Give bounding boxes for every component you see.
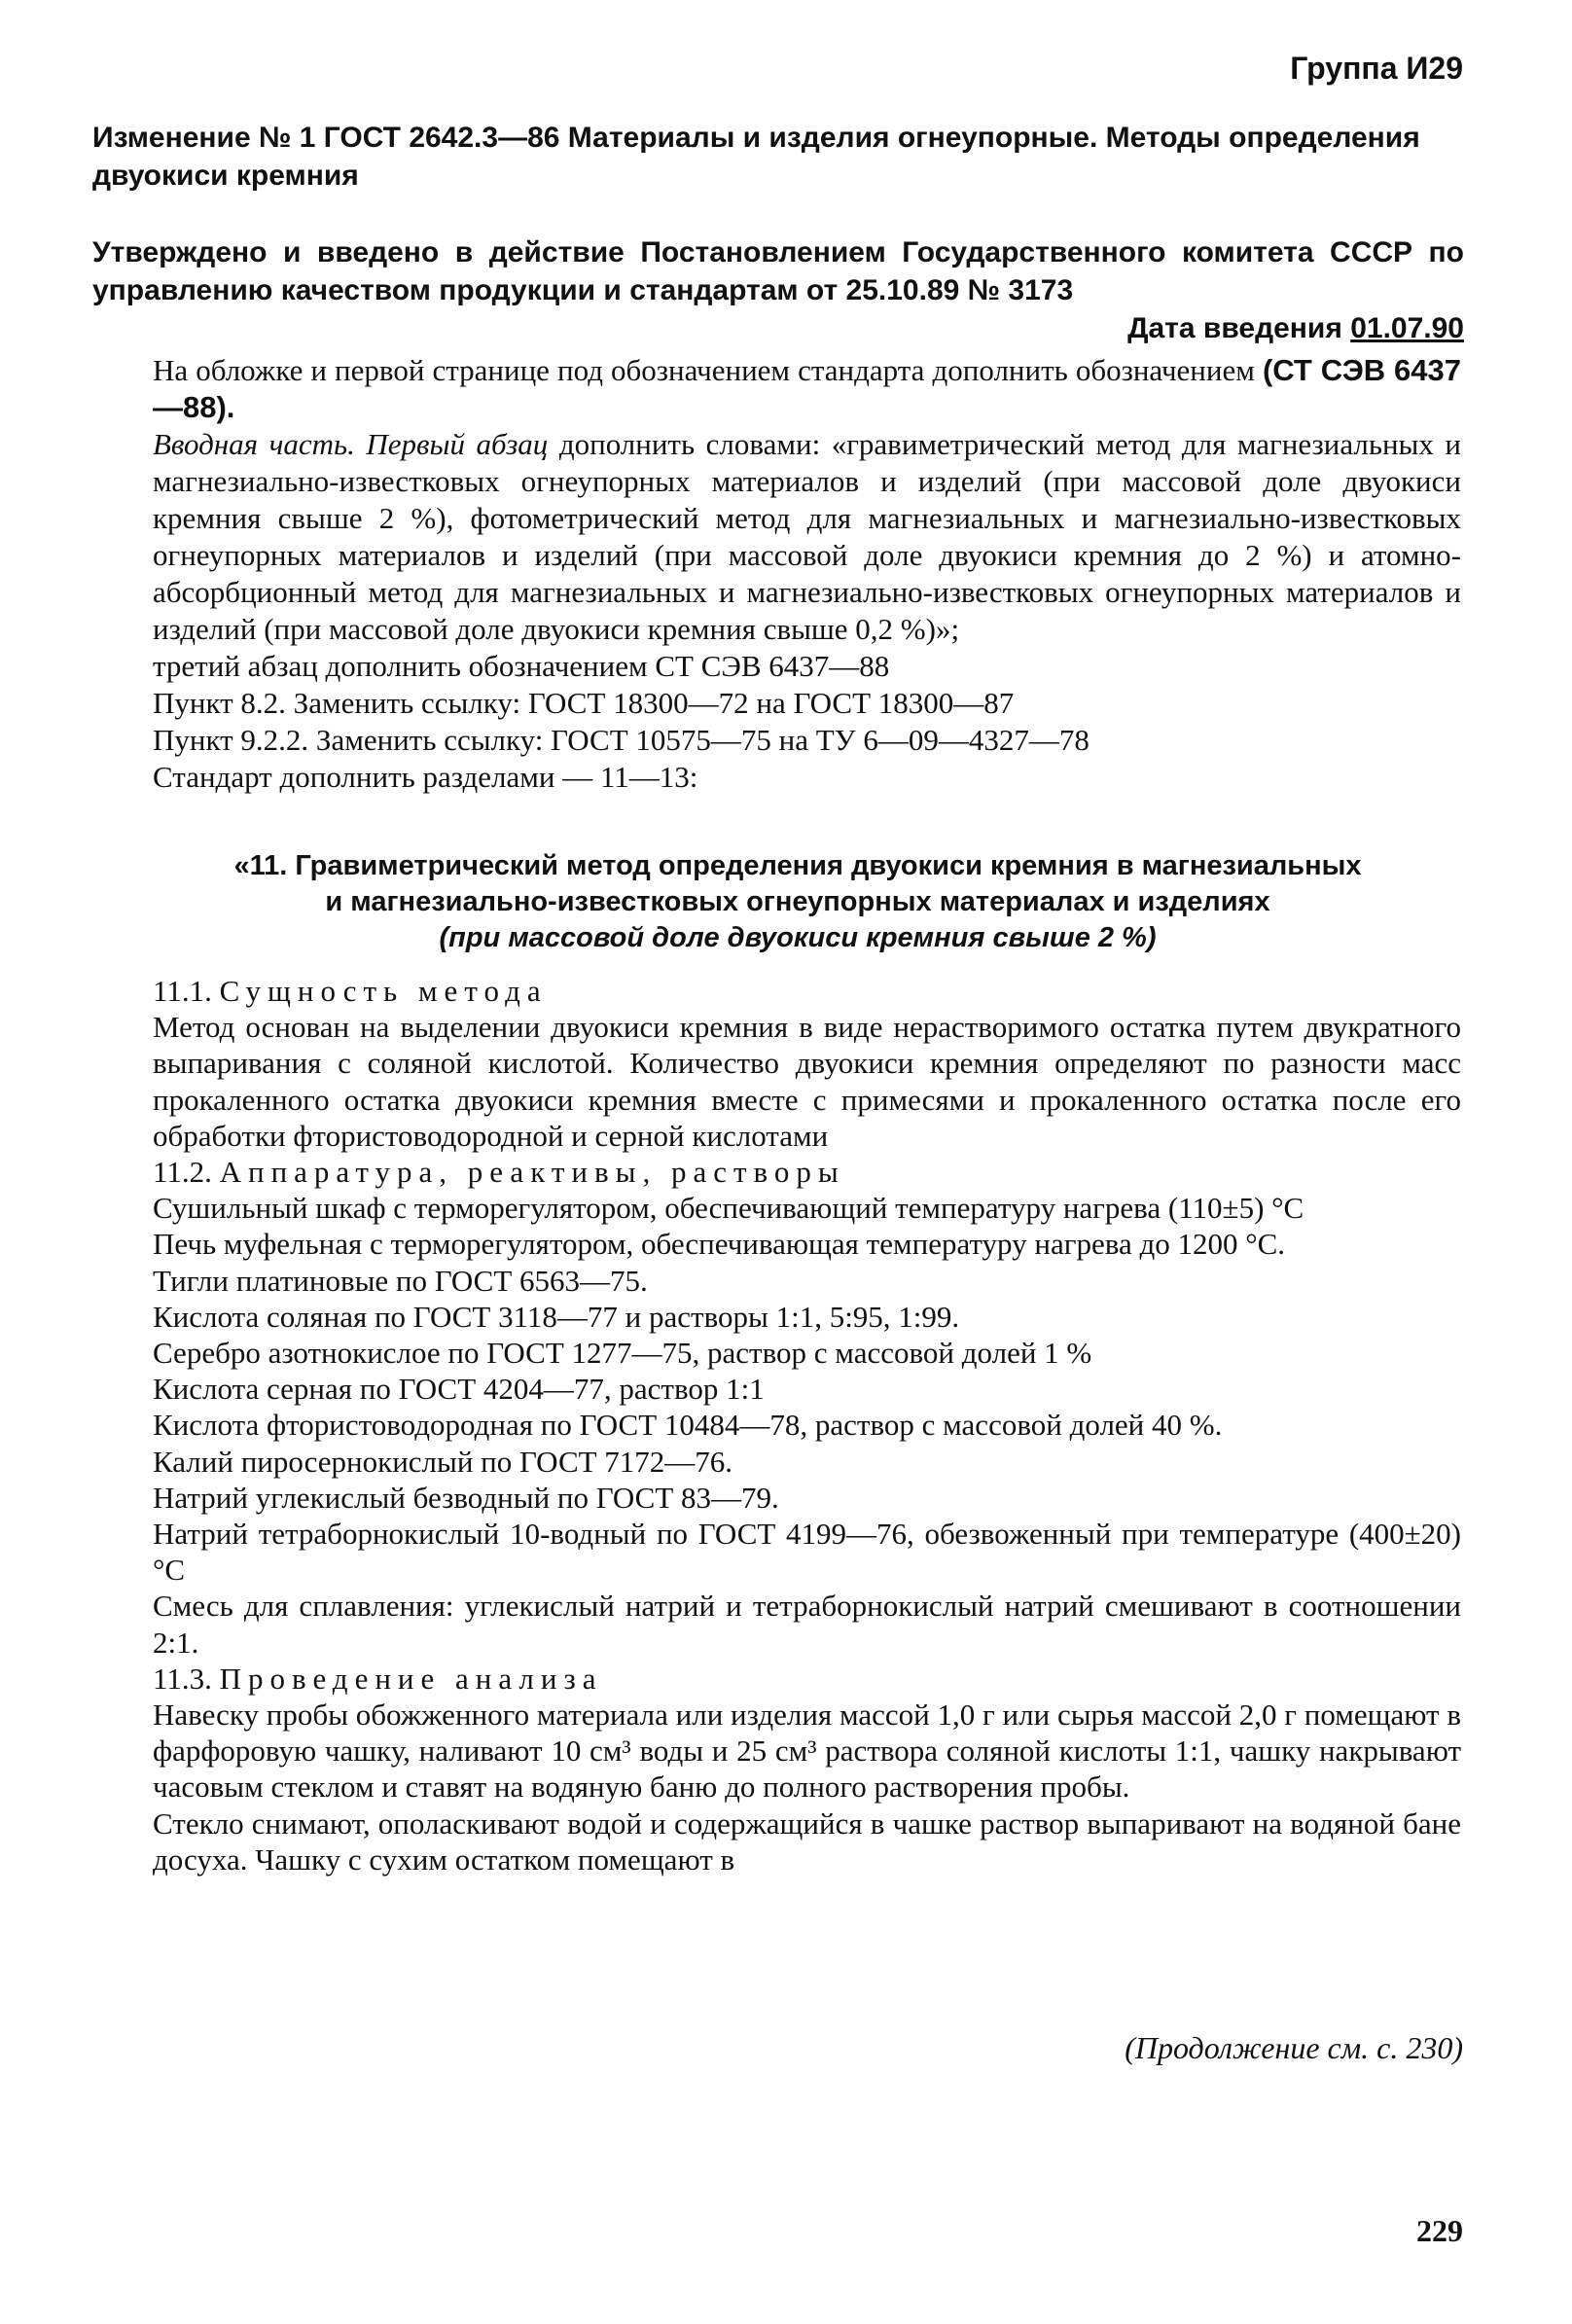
list-item: Смесь для сплавления: углекислый натрий и тетраборнокислый натрий смешивают в соотношении 2:1. <box>153 1589 1461 1660</box>
paragraph-item-9-2-2: Пункт 9.2.2. Заменить ссылку: ГОСТ 10575—75 на ТУ 6—09—4327—78 <box>153 723 1090 757</box>
paragraph-method-principle: Метод основан на выделении двуокиси кремния в виде нерастворимого остатка путем двукратного выпаривания с соляной кислотой. Количество двуокиси кремния определяют по разности масс прокаленного остатка двуокиси кремния вместе с примесями и прокаленного остатка после его обработки фтористоводородной и серной кислотами <box>153 1010 1461 1153</box>
list-item: Серебро азотнокислое по ГОСТ 1277—75, раствор с массовой долей 1 % <box>153 1336 1092 1371</box>
paragraph-item-8-2: Пункт 8.2. Заменить ссылку: ГОСТ 18300—72 на ГОСТ 18300—87 <box>153 686 1015 720</box>
paragraph-intro-section <box>153 426 1461 648</box>
paragraph-designation <box>153 352 1461 426</box>
page-number: 229 <box>1416 2213 1463 2248</box>
section-title-line: (при массовой доле двуокиси кремния свыше 2 %) <box>439 922 1157 953</box>
list-item: Сушильный шкаф с терморегулятором, обеспечивающий температуру нагрева (110±5) °С <box>153 1191 1304 1226</box>
group-label: Группа И29 <box>1290 51 1463 86</box>
subsection-number: 11.2. <box>153 1155 212 1190</box>
section-11-body <box>153 973 1461 1877</box>
paragraph-text: дополнить словами: «гравиметрический метод для магнезиальных и магнезиально-известковых огнеупорных материалов и изделий (при массовой доле двуокиси кремния свыше 2 %), фотометрический метод для магнезиальных и магнезиально-известковых огнеупорных материалов и изделий (при массовой доле двуокиси кремния до 2 %) и атомно-абсорбционный метод для магнезиальных и магнезиально-известковых огнеупорных материалов и изделий (при массовой доле двуокиси кремния свыше 0,2 %)»; <box>153 427 1462 646</box>
subsection-title: Проведение анализа <box>219 1661 603 1696</box>
standard-designation: (СТ СЭВ 6437—88). <box>153 353 1462 424</box>
paragraph-third: третий абзац дополнить обозначением СТ СЭВ 6437—88 <box>153 649 890 683</box>
effective-date-value: 01.07.90 <box>1350 312 1464 344</box>
paragraph-lead: Вводная часть. Первый абзац <box>153 427 549 461</box>
list-item: Натрий тетраборнокислый 10-водный по ГОСТ 4199—76, обезвоженный при температуре (400±20) °С <box>153 1517 1461 1588</box>
section-title-line: и магнезиально-известковых огнеупорных материалах и изделиях <box>325 886 1270 917</box>
paragraph-text: На обложке и первой странице под обозначением стандарта дополнить обозначением <box>153 353 1255 387</box>
list-item: Тигли платиновые по ГОСТ 6563—75. <box>153 1263 648 1298</box>
list-item: Кислота серная по ГОСТ 4204—77, раствор 1:1 <box>153 1372 765 1407</box>
paragraph-analysis-2: Стекло снимают, ополаскивают водой и содержащийся в чашке раствор выпаривают на водяной бане досуха. Чашку с сухим остатком помещают в <box>153 1806 1461 1877</box>
subsection-heading-11-1 <box>153 973 1461 1009</box>
list-item: Калий пиросернокислый по ГОСТ 7172—76. <box>153 1444 733 1479</box>
paragraph-new-sections: Стандарт дополнить разделами — 11—13: <box>153 760 698 794</box>
effective-date-label: Дата введения <box>1127 312 1342 344</box>
subsection-number: 11.3. <box>153 1661 212 1696</box>
paragraph-analysis-1: Навеску пробы обожженного материала или изделия массой 1,0 г или сырья массой 2,0 г помещают в фарфоровую чашку, наливают 10 см³ воды и 25 см³ раствора соляной кислоты 1:1, чашку накрывают часовым стеклом и ставят на водяную баню до полного растворения пробы. <box>153 1698 1461 1805</box>
subsection-number: 11.1. <box>153 974 212 1008</box>
section-title-line: «11. Гравиметрический метод определения двуокиси кремния в магнезиальных <box>233 850 1362 881</box>
list-item: Кислота фтористоводородная по ГОСТ 10484—78, раствор с массовой долей 40 %. <box>153 1408 1223 1443</box>
subsection-title: Аппаратура, реактивы, растворы <box>219 1155 845 1190</box>
section-11-title <box>126 848 1469 956</box>
subsection-heading-11-3 <box>153 1661 1461 1697</box>
subsection-heading-11-2 <box>153 1154 1461 1190</box>
continued-note: (Продолжение см. с. 230) <box>1125 2030 1463 2065</box>
list-item: Натрий углекислый безводный по ГОСТ 83—79. <box>153 1480 779 1515</box>
document-header <box>92 119 1464 347</box>
amendment-title: Изменение № 1 ГОСТ 2642.3—86 Материалы и изделия огнеупорные. Методы определения двуокиси кремния <box>92 122 1420 192</box>
list-item: Печь муфельная с терморегулятором, обеспечивающая температуру нагрева до 1200 °С. <box>153 1227 1286 1262</box>
subsection-title: Сущность метода <box>219 974 548 1008</box>
list-item: Кислота соляная по ГОСТ 3118—77 и растворы 1:1, 5:95, 1:99. <box>153 1299 960 1334</box>
amendment-body <box>153 352 1461 796</box>
approval-statement: Утверждено и введено в действие Постановлением Государственного комитета СССР по управлению качеством продукции и стандартам от 25.10.89 № 3173 <box>92 236 1464 306</box>
effective-date-line <box>92 309 1464 347</box>
